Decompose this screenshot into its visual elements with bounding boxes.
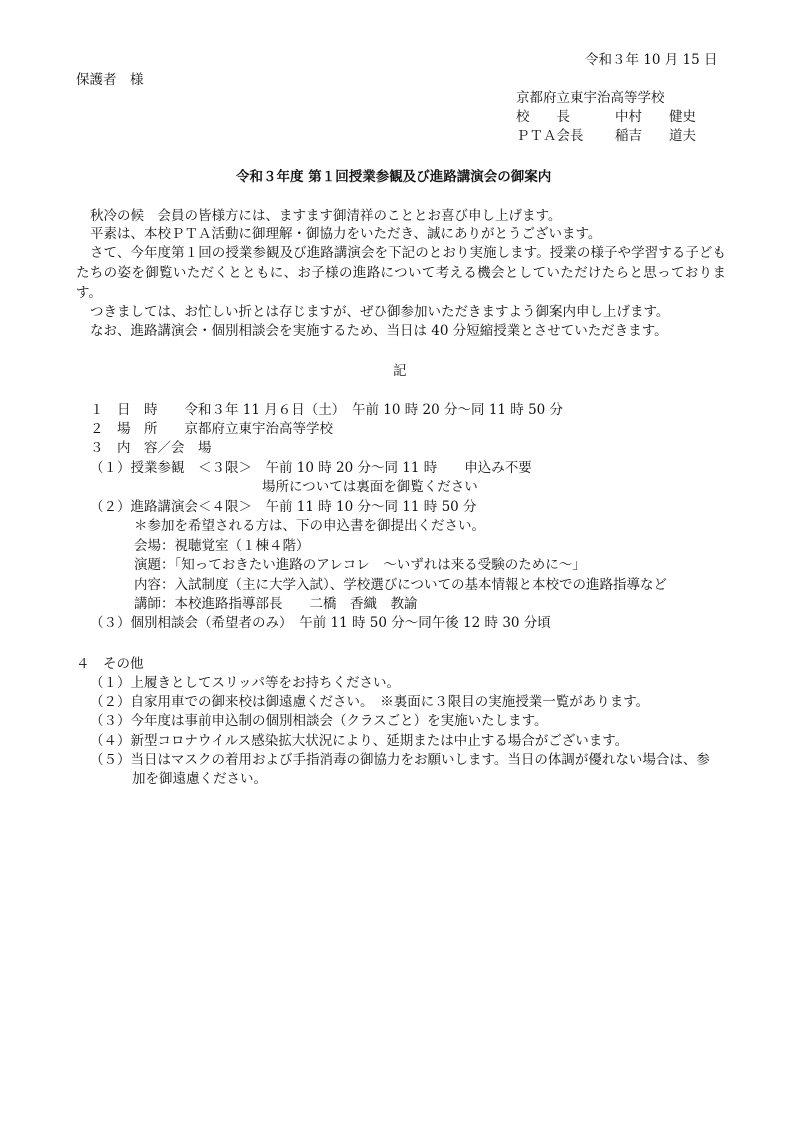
detail-datetime: １ 日 時 令和３年 11 月６日（土） 午前 10 時 20 分～同 11 時 50 分 [90,402,564,418]
detail-lecture-application: ＊参加を希望される方は、下の申込書を御提出ください。 [134,518,485,534]
announcement-paragraph: さて、今年度第１回の授業参観及び進路講演会を下記のとおり実施します。授業の様子や学習する子どもたちの姿を御覧いただくとともに、お子様の進路について考える機会としていただけたらと思っております。 [76,245,726,301]
principal-name: 中村 健史 [615,109,696,125]
detail-consultation: （３）個別相談会（希望者のみ） 午前 11 時 50 分～同午後 12 時 30 分頃 [90,615,551,631]
other-heading: ４ その他 [76,656,144,672]
detail-lecture-topic: 演題：「知っておきたい進路のアレコレ ～いずれは来る受験のために～」 [134,557,586,573]
detail-class-observation: （１）授業参観 ＜３限＞ 午前 10 時 20 分～同 11 時 申込み不要 [90,460,532,476]
detail-lecture-venue: 会場：視聴覚室（１棟４階） [134,538,310,554]
other-item-consultation: （３）今年度は事前申込制の個別相談会（クラスごと）を実施いたします。 [90,713,548,729]
detail-contents-heading: ３ 内 容／会 場 [90,440,212,456]
other-item-no-car: （２）自家用車での御来校は御遠慮ください。 ※裏面に３限目の実施授業一覧があります。 [90,694,650,710]
pta-title: ＰＴＡ会長 [516,128,584,144]
principal-title: 校 長 [516,109,570,125]
other-item-mask-cont: 加を御遠慮ください。 [132,771,267,787]
greeting-paragraph: 秋冷の候 会員の皆様方には、ますます御清祥のこととお喜び申し上げます。 [90,208,562,224]
sender-school: 京都府立東宇治高等学校 [516,90,665,106]
other-item-covid: （４）新型コロナウイルス感染拡大状況により、延期または中止する場合がございます。 [90,733,629,749]
thanks-paragraph: 平素は、本校ＰＴＡ活動に御理解・御協力をいただき、誠にありがとうございます。 [90,226,602,242]
pta-name: 稲吉 道夫 [615,128,696,144]
detail-lecture-speaker: 講師：本校進路指導部長 二橋 香織 教諭 [134,596,418,612]
invitation-paragraph: つきましては、お忙しい折とは存じますが、ぜひ御参加いただきますよう御案内申し上げます。 [90,304,670,320]
schedule-note-paragraph: なお、進路講演会・個別相談会を実施するため、当日は 40 分短縮授業とさせていただきます。 [90,323,668,339]
other-item-mask: （５）当日はマスクの着用および手指消毒の御協力をお願いします。当日の体調が優れない場合は、参 [90,752,710,768]
recipient: 保護者 様 [76,72,144,88]
detail-lecture-content: 内容：入試制度（主に大学入試）、学校選びについての基本情報と本校での進路指導など [134,577,667,593]
document-title: 令和３年度 第１回授業参観及び進路講演会の御案内 [236,169,552,185]
detail-class-location-note: 場所については裏面を御覧ください [262,479,478,495]
other-item-slippers: （１）上履きとしてスリッパ等をお持ちください。 [90,675,400,691]
detail-lecture: （２）進路講演会＜４限＞ 午前 11 時 10 分～同 11 時 50 分 [90,499,477,515]
ki-heading: 記 [393,363,407,379]
detail-place: ２ 場 所 京都府立東宇治高等学校 [90,421,333,437]
document-date: 令和３年 10 月 15 日 [585,52,718,68]
